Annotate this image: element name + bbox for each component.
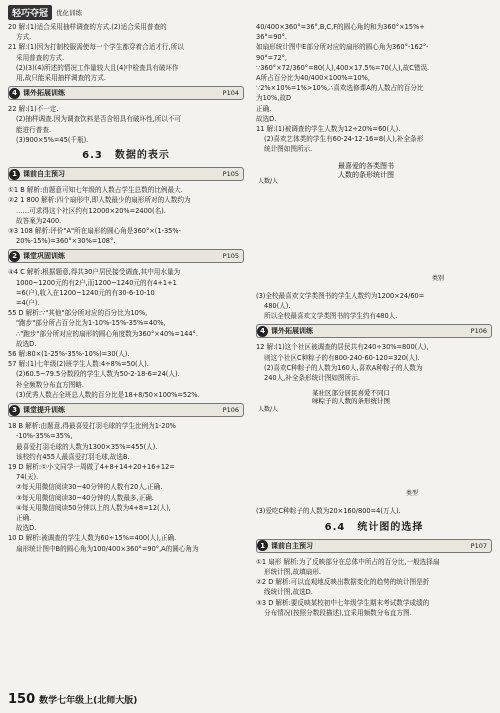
answer-line: (3)900×5%=45(千瓶). xyxy=(16,135,89,144)
answer-line: 18 B 解析:由题意,得最喜爱打羽毛球的学生比例为1-20% xyxy=(8,422,176,431)
answer-line: ……可求得这个社区约有12000×20%=2400(名). xyxy=(16,206,166,215)
answer-line: 55 D 解析:∵"其他"部分所对应的百分比为10%, xyxy=(8,309,148,318)
answer-line: ①1 扇形 解析:为了反映部分在总体中所占的百分比,一般选择扇 xyxy=(256,557,440,566)
chapter-number: 6.4 xyxy=(324,521,346,533)
answer-block xyxy=(8,22,244,83)
answer-line: ①1 B 解析:由题意可知七年级的人数占学生总数的比例最大. xyxy=(8,186,183,195)
answer-block xyxy=(8,267,244,400)
zongzi-preference-bar-chart xyxy=(256,387,456,499)
answer-line: 240人,补全条形统计图如图所示. xyxy=(264,374,360,383)
section-label: 课外拓展训练 xyxy=(23,89,65,98)
chart-title: 某社区部分居民喜爱不同口 xyxy=(312,389,390,398)
section-bar xyxy=(256,539,492,553)
answer-line: 1000~1200元的有2户,而1200~1240元的有4+1+1 xyxy=(16,278,177,287)
answer-block xyxy=(8,104,244,145)
section-number: 1 xyxy=(257,540,268,551)
answer-block xyxy=(256,557,492,618)
page-footer xyxy=(8,692,137,707)
section-bar xyxy=(8,86,244,100)
answer-line: 最喜爱打羽毛球的人数为1300×35%=455(人). xyxy=(16,442,158,451)
answer-line: 21 解:(1)因为打制校服需使每一个学生都穿着合适才行,所以 xyxy=(8,43,184,52)
page-ref: P105 xyxy=(222,252,239,261)
answer-line: ②2 D 解析:可以直观地反映出数据变化的趋势的统计图是折 xyxy=(256,578,430,587)
chapter-heading xyxy=(256,523,492,533)
section-number: 4 xyxy=(9,88,20,99)
page-ref: P106 xyxy=(470,327,487,336)
answer-line: (3)全校最喜欢文学类图书的学生人数约为1200×24/60= xyxy=(256,291,425,300)
answer-block xyxy=(256,291,492,322)
answer-line: 36°=90°. xyxy=(256,33,287,42)
answer-line: ②2 1 800 解析:四个扇形中,即人数最少的扇形所对的人数约为 xyxy=(8,196,191,205)
answer-line: 正确. xyxy=(256,104,272,113)
section-number: 3 xyxy=(9,405,20,416)
answer-line: 20%-15%)=360°×30%=108°. xyxy=(16,237,116,246)
section-label: 课堂提升训练 xyxy=(23,405,65,414)
answer-line: ④每天用微信阅读50分钟以上的人数为4+8=12(人), xyxy=(16,503,171,512)
answer-line: 正确. xyxy=(16,513,32,522)
right-column xyxy=(256,22,492,618)
answer-line: 故答案为2400. xyxy=(16,216,62,225)
answer-line: =6(户),收入在1200~1240元的有30-6-10-10 xyxy=(16,288,155,297)
answer-line: 所以全校最喜欢文学类图书的学生约有480人. xyxy=(264,312,398,321)
chart-title: 最喜爱的各类图书 xyxy=(338,161,394,170)
answer-line: 为10%,故D xyxy=(256,94,292,103)
answer-line: (3)优秀人数占全班总人数的百分比是18+8/50×100%=52%. xyxy=(16,390,200,399)
chart-subtitle: 味粽子的人数的条形统计图 xyxy=(312,397,390,406)
answer-line: 90°=72°, xyxy=(256,53,287,62)
answer-line: 能进行普查. xyxy=(16,125,52,134)
answer-line: 40/400×360°=36°,B,C,F的圆心角的和为360°×15%+ xyxy=(256,23,425,31)
answer-line: 如扇形统计图中E部分所对应的扇形的圆心角为360°-162°- xyxy=(256,43,429,52)
page-ref: P106 xyxy=(222,405,239,414)
section-bar xyxy=(8,403,244,417)
section-bar xyxy=(8,249,244,263)
answer-line: 线统计图,故选D. xyxy=(264,588,313,597)
page-number: 150 xyxy=(8,692,36,707)
answer-line: 22 解:(1)不一定. xyxy=(8,105,59,114)
answer-line: 方式. xyxy=(16,33,32,42)
section-number: 4 xyxy=(257,326,268,337)
answer-line: (2)(3)(4)所述的情况工作量较大且(4)中检查具有破坏作 xyxy=(16,63,179,72)
answer-line: ③3 108 解析:评价"A"所在扇形的圆心角是360°×(1-35%- xyxy=(8,227,181,236)
answer-line: ③每天用微信阅读30~40分钟的人数最多,正确. xyxy=(16,493,154,502)
answer-line: 用,故只能采用抽样调查的方式. xyxy=(16,74,106,83)
answer-line: 19 D 解析:①小文同学一周做了4+8+14+20+16+12= xyxy=(8,462,175,471)
chart-subtitle: 人数的条形统计图 xyxy=(338,170,394,179)
chapter-title: 数据的表示 xyxy=(114,150,170,162)
section-number: 2 xyxy=(9,251,20,262)
answer-line: 10 D 解析:被调查的学生人数为60÷15%=400(人),正确. xyxy=(8,534,177,543)
answer-block xyxy=(256,22,492,124)
section-label: 课前自主预习 xyxy=(23,170,65,179)
brand-subtitle: 优化训练 xyxy=(56,8,83,17)
answer-line: ∴"跑步"部分所对应的扇形的圆心角度数为360°×40%=144°. xyxy=(16,329,198,338)
answer-line: A所占百分比为40/400×100%=10%, xyxy=(256,74,370,83)
answer-line: ③3 D 解析:要反映某校初中七年级学生期末考试数学成绩的 xyxy=(256,598,430,607)
page-ref: P105 xyxy=(222,170,239,179)
answer-line: 分布情况(按照分数段描述),宜采用频数分布直方图. xyxy=(264,608,412,617)
answer-line: 该校约有455人最喜爱打羽毛球,故选B. xyxy=(16,452,130,461)
answer-line: 故选D. xyxy=(256,114,277,123)
y-axis-label: 人数/人 xyxy=(258,406,279,414)
book-preference-bar-chart xyxy=(256,159,456,284)
answer-line: ④4 C 解析:根据题意,得共30户居民接受调查,其中用水量为 xyxy=(8,268,181,277)
section-bar xyxy=(256,324,492,338)
answer-line: ∵2%×10%=1%>10%,∴喜欢选修课A的人数占的百分比 xyxy=(256,84,424,93)
answer-line: (2)喜欢C种粽子的人数为160人,喜欢A种粽子的人数为 xyxy=(264,363,423,372)
chapter-number: 6.3 xyxy=(82,150,103,162)
answer-line: "跑步"部分所占百分比为1-10%-15%-35%=40%, xyxy=(16,319,166,328)
chapter-title: 统计图的选择 xyxy=(357,521,424,533)
answer-line: 11 解:(1)被调查的学生人数为12÷20%=60(人). xyxy=(256,125,401,134)
y-axis-label: 人数/人 xyxy=(258,177,279,185)
section-number: 1 xyxy=(9,169,20,180)
answer-line: 扇形统计图中B的圆心角为100/400×360°=90°,A的圆心角为 xyxy=(16,544,199,553)
answer-line: 则这个社区C种粽子的有800-240-60-120=320(人). xyxy=(264,353,420,362)
page-ref: P107 xyxy=(470,541,487,550)
answer-line: 74(天). xyxy=(16,473,39,482)
page-ref: P104 xyxy=(222,89,239,98)
answer-line: ②每天用微信阅读30~40分钟的人数有20人,正确. xyxy=(16,483,163,492)
answer-block xyxy=(256,506,492,516)
answer-line: =4(户). xyxy=(16,299,40,308)
x-axis-label: 类别 xyxy=(432,274,445,282)
x-axis-label: 类型 xyxy=(406,490,419,498)
answer-block xyxy=(256,342,492,383)
answer-block xyxy=(8,185,244,246)
answer-line: -10%-35%=35%, xyxy=(16,432,73,441)
section-label: 课前自主预习 xyxy=(271,541,313,550)
header xyxy=(8,4,238,20)
answer-line: 56 解:80×(1-25%-35%-10%)=30(人). xyxy=(8,350,130,359)
chapter-heading xyxy=(8,151,244,161)
book-label: 数学七年级上(北师大版) xyxy=(39,696,138,706)
answer-line: 形统计图,故填扇形. xyxy=(264,568,321,577)
answer-line: (2)60.5~79.5分数段的学生人数为50-2-18-6=24(人). xyxy=(16,370,180,379)
answer-line: 补全频数分布直方图略. xyxy=(16,380,85,389)
answer-line: 480(人). xyxy=(264,302,291,311)
answer-line: (2)喜欢艺体类的学生有60-24-12-16=8(人),补全条形 xyxy=(264,135,424,144)
answer-line: 20 解:(1)适合采用抽样调查的方式.(2)适合采用普查的 xyxy=(8,23,167,31)
answer-line: ∵360°×72/360°=80(人),400×17.5%=70(人),故C错误. xyxy=(256,63,430,72)
answer-block xyxy=(8,421,244,554)
answer-line: (2)抽样调查.因为调查饮料是否含铅具有破坏性,所以不可 xyxy=(16,115,182,124)
answer-line: 统计图如图所示. xyxy=(264,145,313,154)
answer-line: 故选D. xyxy=(16,524,37,533)
section-label: 课堂巩固训练 xyxy=(23,252,65,261)
answer-line: 57 解:(1)七年级(2)班学生人数:4÷8%=50(人). xyxy=(8,360,149,369)
brand-logo: 轻巧夺冠 xyxy=(8,5,52,20)
answer-block xyxy=(256,124,492,155)
answer-line: 12 解:(1)这个社区被调查的居民共有240÷30%=800(人), xyxy=(256,343,429,352)
section-label: 课外拓展训练 xyxy=(271,327,313,336)
left-column xyxy=(8,22,244,554)
answer-line: (3)爱吃C种粽子的人数为20×160/800=4(万人). xyxy=(256,507,401,516)
section-bar xyxy=(8,167,244,181)
answer-line: 采用普查的方式. xyxy=(16,53,65,62)
answer-line: 故选D. xyxy=(16,339,37,348)
